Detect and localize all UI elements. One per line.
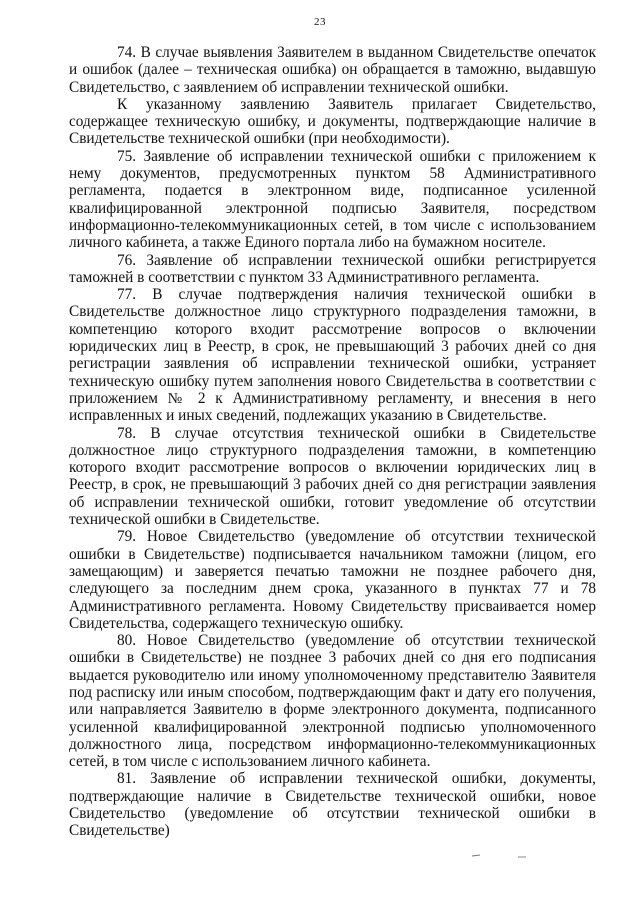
paragraph-76: 76. Заявление об исправлении технической ошибки регистрируется таможней в соответствии с пунктом 33 Административного регламента. [69, 251, 596, 286]
paragraph-74-attachment: К указанному заявлению Заявитель прилагает Свидетельство, содержащее техническую ошибку, и документы, подтверждающие наличие в Свидетельстве технической ошибки (при необходимости). [69, 95, 596, 148]
page-number: 23 [314, 16, 326, 28]
paragraph-80: 80. Новое Свидетельство (уведомление об отсутствии технической ошибки в Свидетельстве) не позднее 3 рабочих дней со дня его подписания выдается руководителю или иному уполномоченному представителю Заявителя под расписку или иным способом, подтверждающим факт и дату его получения, или направляется Заявителю в форме электронного документа, подписанного усиленной квалифицированной электронной подписью уполномоченного должностного лица, посредством информационно-телекоммуникационных сетей, в том числе с использованием личного кабинета. [69, 632, 596, 771]
paragraph-78: 78. В случае отсутствия технической ошибки в Свидетельстве должностное лицо структурного подразделения таможни, в компетенцию которого входит рассмотрение вопросов о включении юридических лиц в Реестр, в срок, не превышающий 3 рабочих дней со дня регистрации заявления об исправлении технической ошибки, готовит уведомление об отсутствии технической ошибки в Свидетельстве. [69, 424, 596, 529]
paragraph-74: 74. В случае выявления Заявителем в выданном Свидетельстве опечаток и ошибок (далее – техническая ошибка) он обращается в таможню, выдавшую Свидетельство, с заявлением об исправлении технической ошибки. [69, 44, 596, 96]
paragraph-77: 77. В случае подтверждения наличия технической ошибки в Свидетельстве должностное лицо структурного подразделения таможни, в компетенцию которого входит рассмотрение вопросов о включении юридических лиц в Реестр, в срок, не превышающий 3 рабочих дней со дня регистрации заявления об исправлении технической ошибки, устраняет техническую ошибку путем заполнения нового Свидетельства в соответствии с приложением № 2 к Административному регламенту, и внесения в него исправленных и иных сведений, подлежащих указанию в Свидетельстве. [69, 286, 596, 425]
document-body [69, 44, 596, 840]
paragraph-79: 79. Новое Свидетельство (уведомление об отсутствии технической ошибки в Свидетельстве) подписывается начальником таможни (лицом, его замещающим) и заверяется печатью таможни не позднее рабочего дня, следующего за последним днем срока, указанного в пунктах 77 и 78 Административного регламента. Новому Свидетельству присваивается номер Свидетельства, содержащего техническую ошибку. [69, 528, 596, 632]
paragraph-81: 81. Заявление об исправлении технической ошибки, документы, подтверждающие наличие в Свидетельстве технической ошибки, новое Свидетельство (уведомление об отсутствии технической ошибки в Свидетельстве) [69, 770, 596, 840]
scan-speck-mark [470, 852, 550, 892]
paragraph-75: 75. Заявление об исправлении технической ошибки с приложением к нему документов, предусмотренных пунктом 58 Административного регламента, подается в электронном виде, подписанное усиленной квалифицированной электронной подписью Заявителя, посредством информационно-телекоммуникационных сетей, в том числе с использованием личного кабинета, а также Единого портала либо на бумажном носителе. [69, 147, 596, 252]
